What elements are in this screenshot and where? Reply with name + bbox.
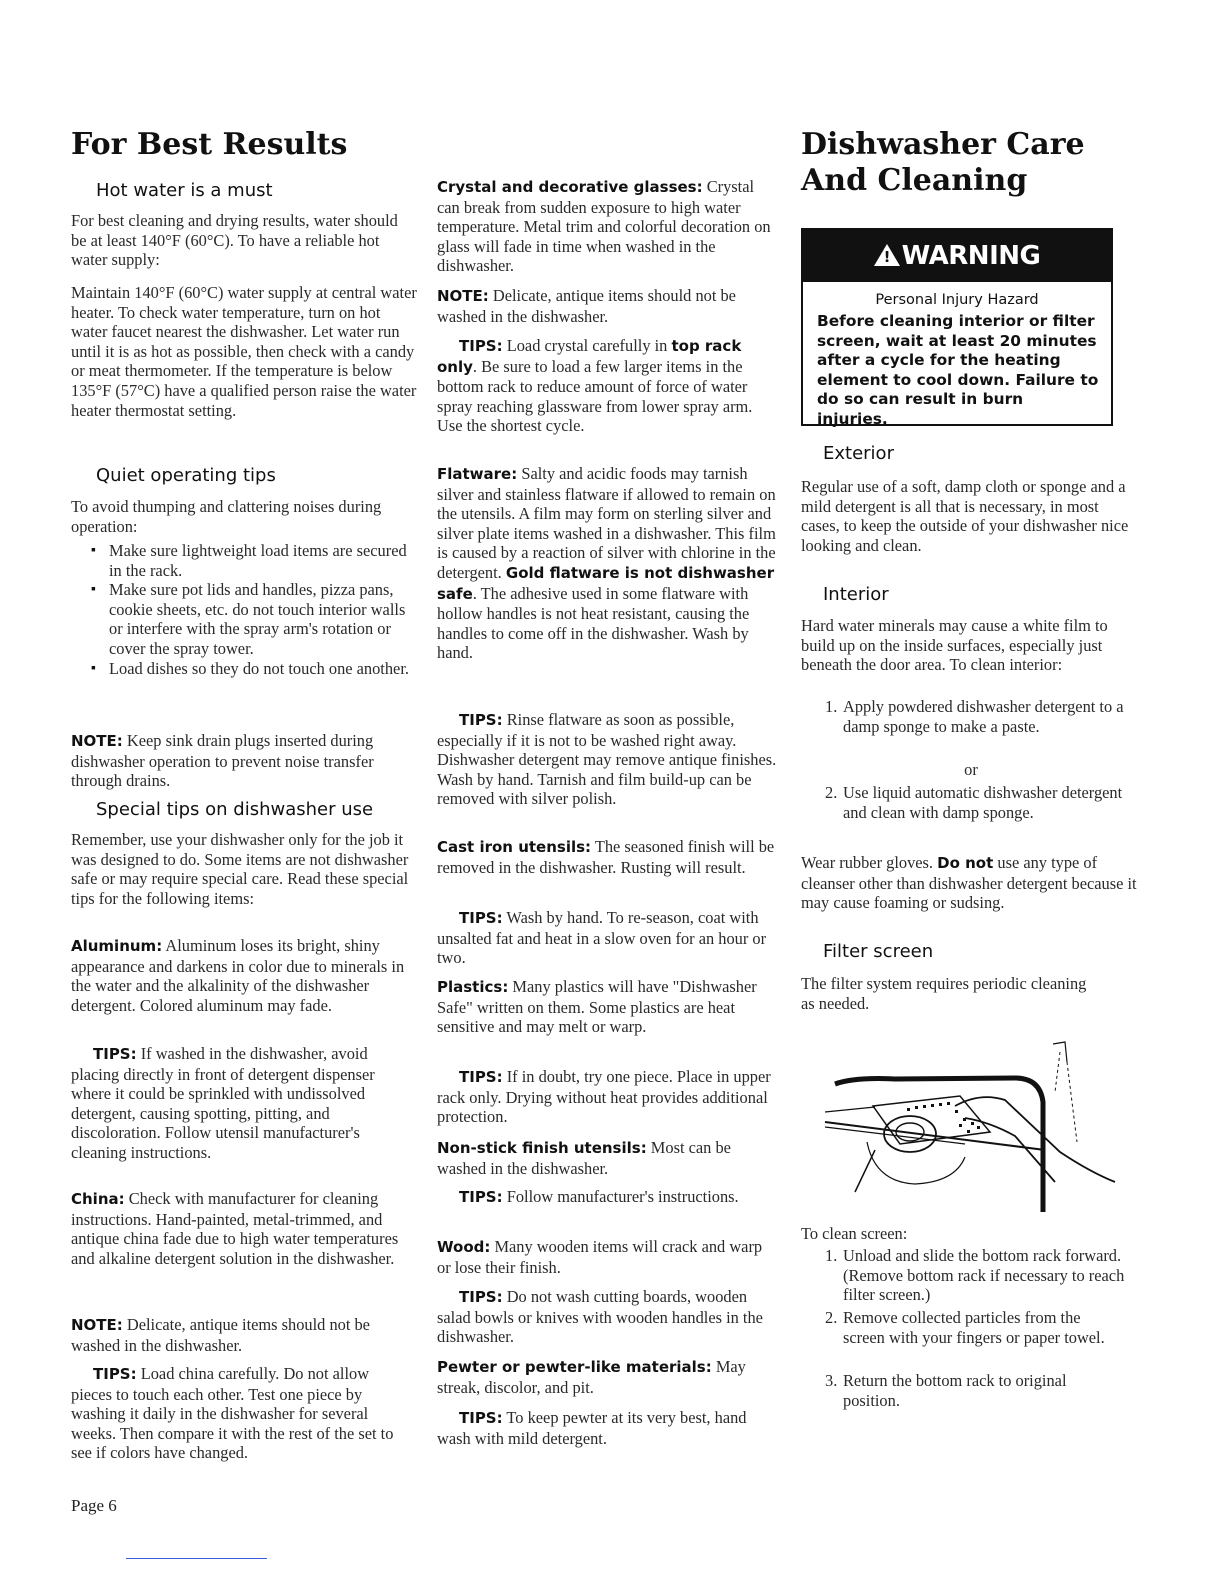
crystal-paragraph bbox=[437, 177, 777, 276]
aluminum-tips bbox=[71, 1044, 395, 1163]
hot-water-heading: Hot water is a must bbox=[96, 180, 273, 201]
page-number: Page 6 bbox=[71, 1496, 117, 1515]
interior-or: or bbox=[964, 760, 978, 779]
note-label: NOTE: bbox=[437, 287, 489, 305]
crystal-text: Crystal can break from sudden exposure to high water temperature. Metal trim and colorful decoration on glass will fade in time when washed in the dishwasher. bbox=[437, 177, 771, 276]
pewter-tips bbox=[437, 1408, 777, 1448]
flatware-label: Flatware: bbox=[437, 465, 518, 483]
step-text: Unload and slide the bottom rack forward. (Remove bottom rack if necessary to reach filter screen.) bbox=[843, 1246, 1125, 1305]
tips-text: If in doubt, try one piece. Place in upper rack only. Drying without heat provides additional protection. bbox=[437, 1067, 771, 1127]
china-text: Check with manufacturer for cleaning instructions. Hand-painted, metal-trimmed, and antique china fade due to high water temperatures and alkaline detergent solution in the dishwasher. bbox=[71, 1189, 399, 1268]
note-text: Delicate, antique items should not be washed in the dishwasher. bbox=[437, 286, 736, 326]
pewter-paragraph bbox=[437, 1357, 777, 1397]
tips-text: Load china carefully. Do not allow pieces to touch each other. Test one piece by washing it daily in the dishwasher for several weeks. Then compare it with the rest of the set to see if colors have changed. bbox=[71, 1364, 394, 1463]
tips-text: Do not wash cutting boards, wooden salad bowls or knives with wooden handles in the dishwasher. bbox=[437, 1287, 763, 1347]
rubber-gloves-text bbox=[801, 853, 1141, 913]
castiron-text: The seasoned finish will be removed in the dishwasher. Rusting will result. bbox=[437, 837, 775, 877]
wood-tips bbox=[437, 1287, 767, 1347]
warning-box bbox=[801, 228, 1113, 426]
wood-text: Many wooden items will crack and warp or lose their finish. bbox=[437, 1237, 763, 1277]
gloves-text: Wear rubber gloves. bbox=[801, 853, 938, 872]
pewter-text: May streak, discolor, and pit. bbox=[437, 1357, 746, 1397]
care-title-line-2: And Cleaning bbox=[801, 163, 1028, 198]
warning-text: Before cleaning interior or filter screen, wait at least 20 minutes after a cycle for the heating element to cool down. Failure to do so can result in burn injuries. bbox=[817, 312, 1099, 428]
castiron-paragraph bbox=[437, 837, 777, 877]
aluminum-paragraph bbox=[71, 936, 417, 1015]
plastics-tips bbox=[437, 1067, 777, 1127]
hot-water-paragraph-1: For best cleaning and drying results, water should be at least 140°F (60°C). To have a reliable hot water supply: bbox=[71, 211, 398, 270]
plastics-label: Plastics: bbox=[437, 978, 509, 996]
tips-text: . Be sure to load a few larger items in the bottom rack to reduce amount of force of water spray reaching glassware from lower spray arm. Use the shortest cycle. bbox=[437, 356, 753, 436]
crystal-label: Crystal and decorative glasses: bbox=[437, 178, 703, 196]
warning-label: WARNING bbox=[901, 241, 1041, 271]
nonstick-label: Non-stick finish utensils: bbox=[437, 1139, 647, 1157]
warning-triangle-icon bbox=[874, 244, 900, 266]
step-number: 3. bbox=[825, 1371, 838, 1390]
tips-label: TIPS: bbox=[459, 711, 503, 729]
special-tips-heading: Special tips on dishwasher use bbox=[96, 799, 374, 820]
tips-label: TIPS: bbox=[459, 1409, 503, 1427]
wood-label: Wood: bbox=[437, 1238, 491, 1256]
care-title bbox=[801, 127, 1141, 199]
flatware-emphasis: Gold flatware is not dishwasher safe bbox=[437, 563, 775, 603]
page-title: For Best Results bbox=[71, 127, 348, 162]
step-number: 1. bbox=[825, 1246, 838, 1265]
tips-label: TIPS: bbox=[459, 337, 503, 355]
nonstick-tips bbox=[437, 1187, 777, 1208]
interior-step-1 bbox=[825, 697, 1125, 736]
tips-label: TIPS: bbox=[459, 1288, 503, 1306]
filter-text: The filter system requires periodic cleaning as needed. bbox=[801, 974, 1087, 1013]
interior-heading: Interior bbox=[823, 584, 889, 605]
tips-text: Rinse flatware as soon as possible, especially if it is not to be washed right away. Dishwasher detergent may remove antique finishes. Wash by hand. Tarnish and film build-up can be removed with silver polish. bbox=[437, 710, 777, 809]
aluminum-text: Aluminum loses its bright, shiny appearance and darkens in color due to minerals in the water and the alkalinity of the dishwasher detergent. Colored aluminum may fade. bbox=[71, 936, 405, 1015]
step-text: Remove collected particles from the screen with your fingers or paper towel. bbox=[843, 1308, 1105, 1347]
filter-heading: Filter screen bbox=[823, 941, 934, 962]
crystal-tips bbox=[437, 336, 777, 436]
step-number: 2. bbox=[825, 783, 838, 802]
tips-label: TIPS: bbox=[459, 1188, 503, 1206]
quiet-bullet-item: ▪ Load dishes so they do not touch one another. bbox=[91, 659, 417, 679]
plastics-text: Many plastics will have "Dishwasher Safe" written on them. Some plastics are heat sensitive and may melt or warp. bbox=[437, 977, 757, 1037]
tips-emphasis: top rack only bbox=[437, 337, 742, 376]
interior-step-2 bbox=[825, 783, 1135, 822]
quiet-bullet-item: ▪ Make sure pot lids and handles, pizza pans, cookie sheets, etc. do not touch interior walls or interfere with the spray arm's rotation or cover the spray tower. bbox=[91, 580, 417, 658]
tips-text: To keep pewter at its very best, hand wash with mild detergent. bbox=[437, 1408, 747, 1448]
china-paragraph bbox=[71, 1189, 417, 1268]
tips-label: TIPS: bbox=[459, 909, 503, 927]
tips-label: TIPS: bbox=[459, 1068, 503, 1086]
tips-label: TIPS: bbox=[93, 1365, 137, 1383]
wood-paragraph bbox=[437, 1237, 777, 1277]
note-label: NOTE: bbox=[71, 732, 123, 750]
gloves-text: use any type of cleanser other than dishwasher detergent because it may cause foaming or sudsing. bbox=[801, 853, 1137, 913]
tips-label: TIPS: bbox=[93, 1045, 137, 1063]
exterior-heading: Exterior bbox=[823, 443, 894, 464]
note-label: NOTE: bbox=[71, 1316, 123, 1334]
warning-header bbox=[803, 230, 1111, 282]
nonstick-paragraph bbox=[437, 1138, 777, 1178]
pewter-label: Pewter or pewter-like materials: bbox=[437, 1358, 712, 1376]
china-label: China: bbox=[71, 1190, 125, 1208]
note-text: Keep sink drain plugs inserted during dishwasher operation to prevent noise transfer through drains. bbox=[71, 731, 374, 791]
flatware-tips bbox=[437, 710, 777, 809]
filter-step bbox=[825, 1246, 1125, 1305]
hot-water-paragraph-2: Maintain 140°F (60°C) water supply at central water heater. To check water temperature, turn on hot water faucet nearest the dishwasher. Let water run until it is as hot as possible, then check with a candy or meat thermometer. If the temperature is below 135°F (57°C) have a qualified person raise the water heater thermostat setting. bbox=[71, 283, 417, 420]
flatware-text: . The adhesive used in some flatware with hollow handles is not heat resistant, causing the handles to come off in the dishwasher. Wash by hand. bbox=[437, 583, 750, 663]
gloves-emphasis: Do not bbox=[937, 854, 994, 872]
step-text: Use liquid automatic dishwasher detergent and clean with damp sponge. bbox=[843, 783, 1123, 822]
step-text: Return the bottom rack to original position. bbox=[843, 1371, 1067, 1410]
tips-text: Follow manufacturer's instructions. bbox=[502, 1187, 739, 1206]
flatware-paragraph bbox=[437, 464, 777, 663]
castiron-tips bbox=[437, 908, 777, 968]
plastics-paragraph bbox=[437, 977, 779, 1037]
china-note bbox=[71, 1315, 417, 1355]
quiet-heading: Quiet operating tips bbox=[96, 465, 276, 486]
care-title-line-1: Dishwasher Care bbox=[801, 127, 1085, 162]
step-number: 2. bbox=[825, 1308, 838, 1327]
flatware-text: Salty and acidic foods may tarnish silver and stainless flatware if allowed to remain on the utensils. A film may form on sterling silver and silver plate items washed in a dishwasher. This film is caused by a reaction of silver with chlorine in the detergent. bbox=[437, 464, 776, 582]
bottom-divider bbox=[126, 1558, 267, 1559]
filter-screen-illustration bbox=[815, 1032, 1120, 1214]
crystal-note bbox=[437, 286, 767, 326]
tips-text: Wash by hand. To re-season, coat with unsalted fat and heat in a slow oven for an hour or two. bbox=[437, 908, 767, 968]
tips-text: Load crystal carefully in bbox=[502, 336, 672, 355]
quiet-bullet-item: ▪ Make sure lightweight load items are secured in the rack. bbox=[91, 541, 417, 580]
step-number: 1. bbox=[825, 697, 838, 716]
filter-step bbox=[825, 1308, 1125, 1347]
clean-screen-intro: To clean screen: bbox=[801, 1224, 908, 1243]
quiet-bullet-list bbox=[71, 541, 417, 678]
special-intro: Remember, use your dishwasher only for the job it was designed to do. Some items are not dishwasher safe or may require special care. Read these special tips for the following items: bbox=[71, 830, 409, 908]
filter-step bbox=[825, 1371, 1125, 1410]
china-tips bbox=[71, 1364, 411, 1463]
note-text: Delicate, antique items should not be washed in the dishwasher. bbox=[71, 1315, 370, 1355]
aluminum-label: Aluminum: bbox=[71, 937, 163, 955]
quiet-note bbox=[71, 731, 417, 791]
nonstick-text: Most can be washed in the dishwasher. bbox=[437, 1138, 731, 1178]
exterior-text: Regular use of a soft, damp cloth or sponge and a mild detergent is all that is necessary, in most cases, to keep the outside of your dishwasher nice looking and clean. bbox=[801, 477, 1129, 555]
tips-text: If washed in the dishwasher, avoid placing directly in front of detergent dispenser where it could be sprinkled with undissolved detergent, causing spotting, pitting, and discoloration. Follow utensil manufacturer's cleaning instructions. bbox=[71, 1044, 375, 1162]
hazard-subtitle: Personal Injury Hazard bbox=[875, 292, 1039, 308]
step-text: Apply powdered dishwasher detergent to a damp sponge to make a paste. bbox=[843, 697, 1124, 736]
castiron-label: Cast iron utensils: bbox=[437, 838, 592, 856]
interior-intro: Hard water minerals may cause a white film to build up on the inside surfaces, especially just beneath the door area. To clean interior: bbox=[801, 616, 1108, 675]
quiet-intro: To avoid thumping and clattering noises during operation: bbox=[71, 497, 382, 536]
